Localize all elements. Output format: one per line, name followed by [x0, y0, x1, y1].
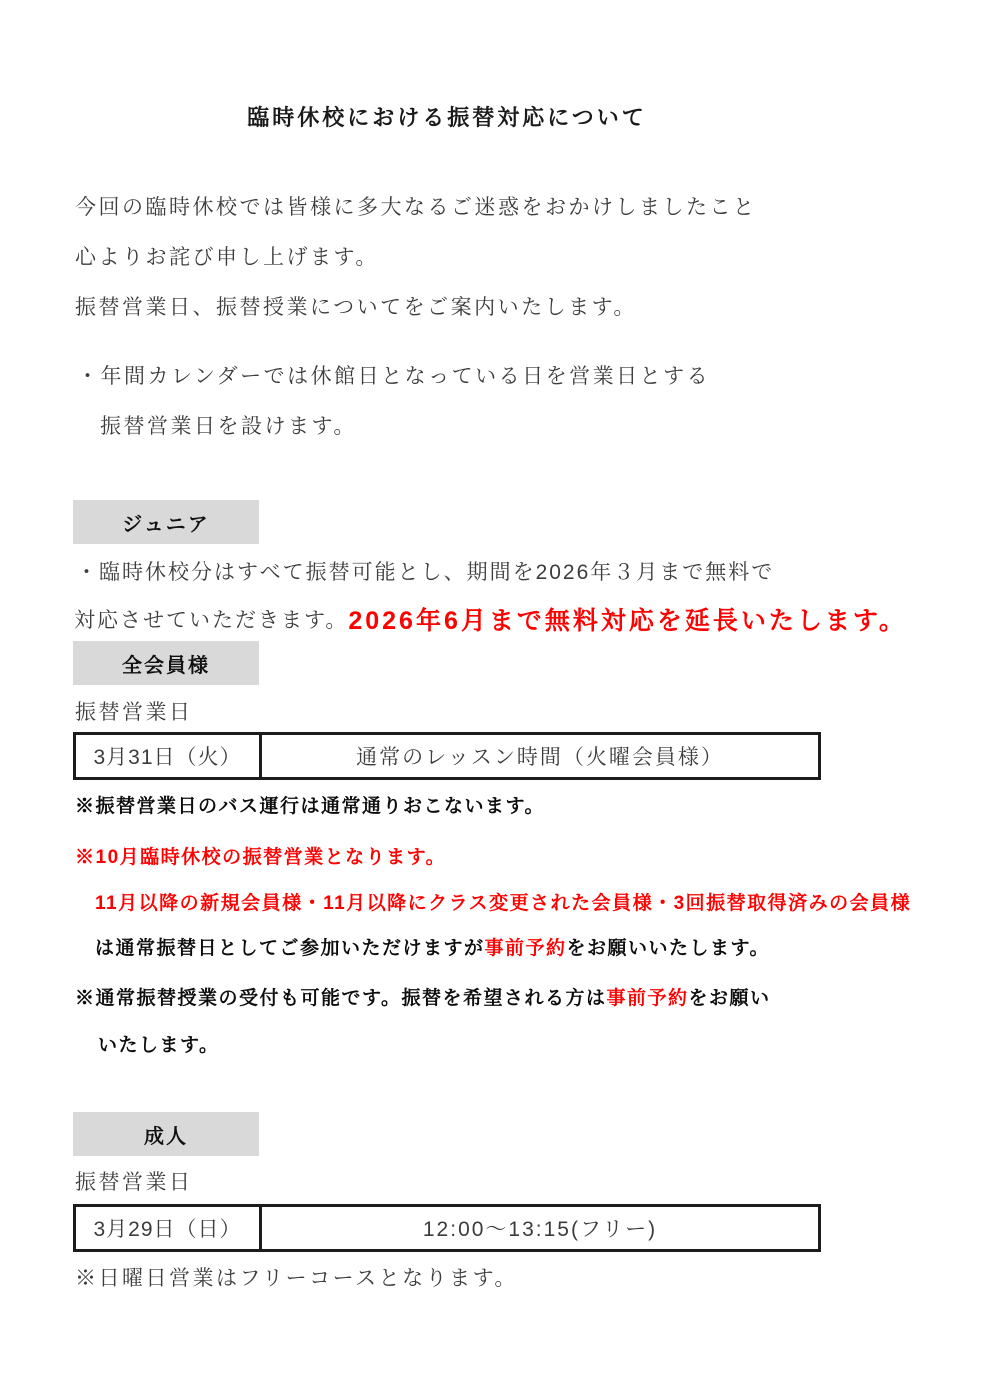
- intro-line-1: 今回の臨時休校では皆様に多大なるご迷惑をおかけしましたこと: [75, 196, 757, 219]
- section-header-adult-label: 成人: [144, 1125, 188, 1148]
- junior-extension-highlight: 2026年6月まで無料対応を延長いたします。: [348, 607, 907, 635]
- adult-detail-cell: 12:00～13:15(フリー): [422, 1218, 658, 1241]
- note-normal-post: をお願い: [688, 988, 771, 1009]
- section-header-adult: [73, 1112, 259, 1156]
- section-header-all-members-label: 全会員様: [122, 654, 210, 677]
- note-normal-makeup: [75, 983, 771, 1010]
- note-normal-makeup-cont: いたします。: [98, 1035, 220, 1056]
- page-title: 臨時休校における振替対応について: [247, 105, 647, 130]
- all-members-table-label: 振替営業日: [75, 701, 193, 724]
- note-october-join-post: をお願いいたします。: [566, 938, 771, 959]
- section-header-junior: [73, 500, 259, 544]
- calendar-bullet: [77, 352, 710, 452]
- calendar-bullet-line-2: 振替営業日を設けます。: [100, 415, 357, 438]
- note-october-members: 11月以降の新規会員様・11月以降にクラス変更された会員様・3回振替取得済みの会員様: [95, 893, 912, 914]
- section-header-all-members: [73, 641, 259, 685]
- junior-policy-line-2-black: 対応させていただきます。: [74, 609, 349, 632]
- all-members-schedule-table: [73, 732, 821, 780]
- adult-schedule-table: [73, 1204, 821, 1252]
- adult-date-cell: 3月29日（日）: [76, 1207, 262, 1249]
- note-reservation-highlight-1: 事前予約: [484, 938, 567, 959]
- note-sunday-free-course: ※日曜日営業はフリーコースとなります。: [75, 1267, 518, 1290]
- junior-policy-line-1: ・臨時休校分はすべて振替可能とし、期間を2026年３月まで無料で: [76, 561, 775, 584]
- calendar-bullet-line-1: ・年間カレンダーでは休館日となっている日を営業日とする: [77, 365, 711, 388]
- note-october-makeup: ※10月臨時休校の振替営業となります。: [75, 847, 447, 868]
- junior-policy-line-2: [74, 601, 907, 637]
- section-header-junior-label: ジュニア: [122, 513, 210, 536]
- note-bus-service: ※振替営業日のバス運行は通常通りおこないます。: [75, 796, 545, 817]
- note-reservation-highlight-2: 事前予約: [606, 988, 689, 1009]
- all-members-detail-cell: 通常のレッスン時間（火曜会員様）: [356, 746, 724, 769]
- note-october-join-pre: は通常振替日としてご参加いただけますが: [95, 938, 485, 959]
- intro-paragraph: [75, 183, 757, 333]
- intro-line-2: 心よりお詫び申し上げます。: [75, 246, 379, 269]
- intro-line-3: 振替営業日、振替授業についてをご案内いたします。: [75, 296, 637, 319]
- adult-table-label: 振替営業日: [75, 1171, 193, 1194]
- note-october-join: [95, 933, 770, 960]
- all-members-date-cell: 3月31日（火）: [76, 735, 262, 777]
- note-normal-pre: ※通常振替授業の受付も可能です。振替を希望される方は: [75, 988, 607, 1009]
